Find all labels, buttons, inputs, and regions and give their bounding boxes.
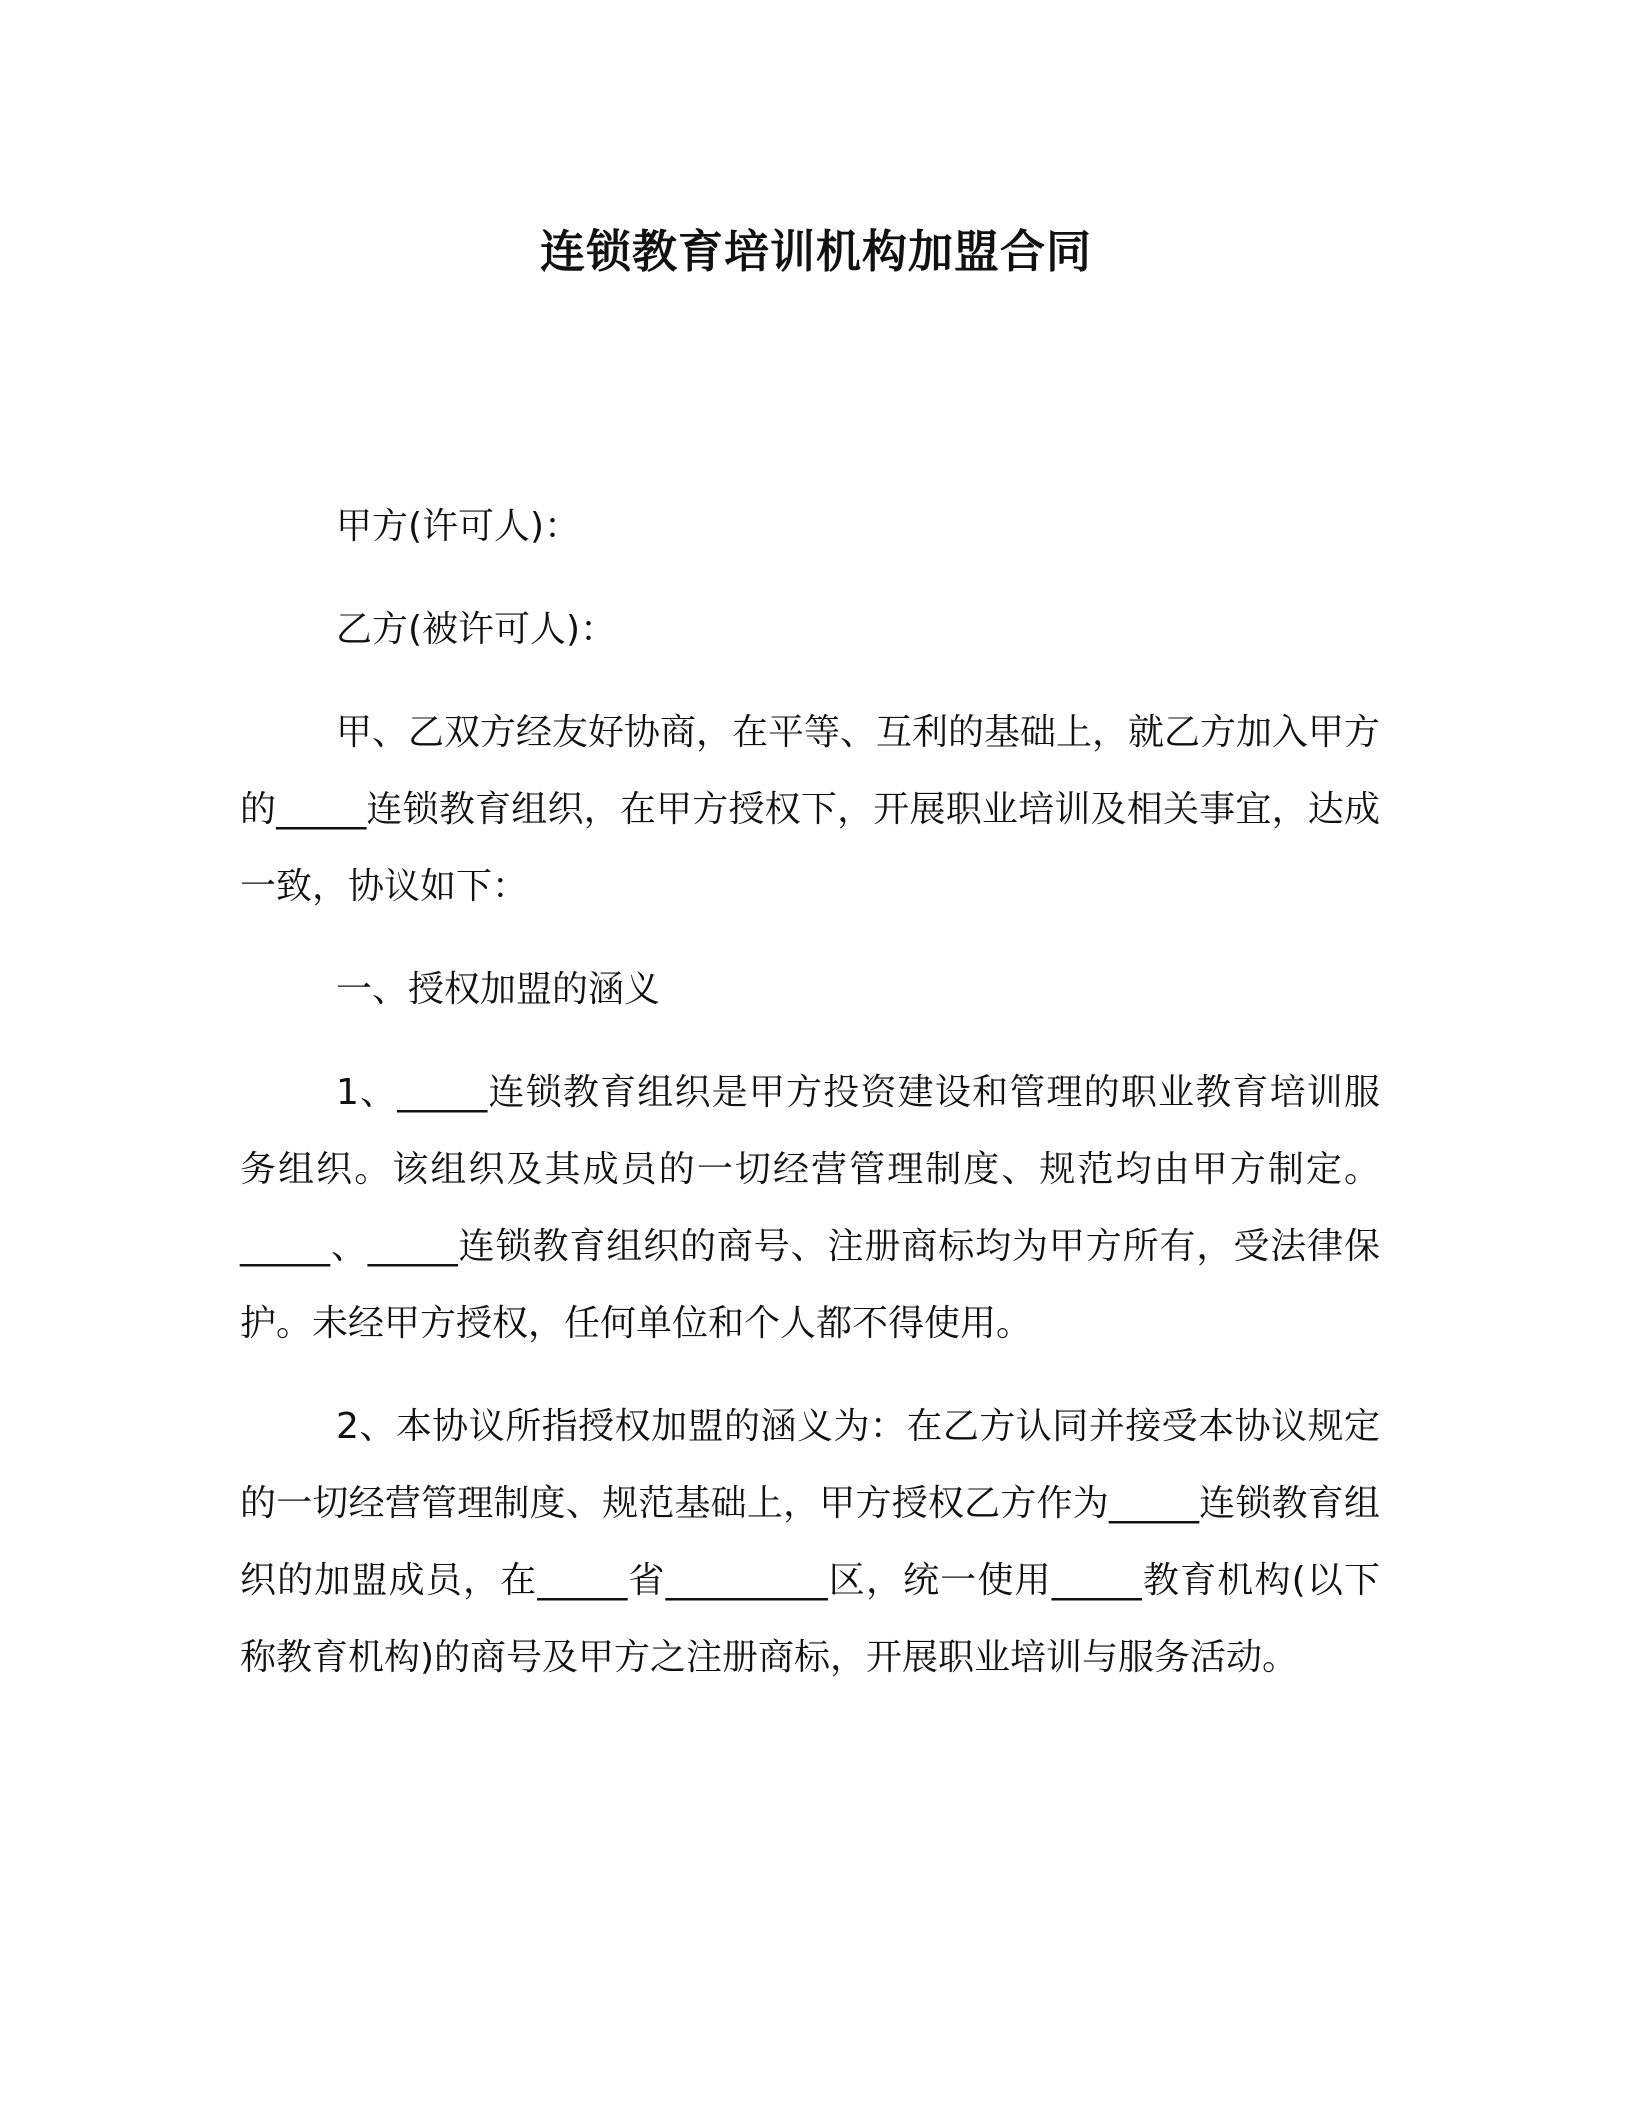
section-heading: 一、授权加盟的涵义 xyxy=(336,969,661,1010)
clause-1: 1、_____连锁教育组织是甲方投资建设和管理的职业教育培训服务组织。该组织及其成员的一切经营管理制度、规范均由甲方制定。_____、_____连锁教育组织的商号、注册商标均为甲方所有，受法律保护。未经甲方授权，任何单位和个人都不得使用。 xyxy=(240,1072,1380,1344)
document-body xyxy=(240,488,1380,1722)
intro-paragraph: 甲、乙双方经友好协商，在平等、互利的基础上，就乙方加入甲方的_____连锁教育组织，在甲方授权下，开展职业培训及相关事宜，达成一致，协议如下： xyxy=(240,712,1381,907)
document-title: 连锁教育培训机构加盟合同 xyxy=(539,225,1092,278)
party-b-line: 乙方(被许可人)： xyxy=(336,609,617,650)
party-a-line: 甲方(许可人)： xyxy=(336,506,581,547)
clause-2: 2、本协议所指授权加盟的涵义为：在乙方认同并接受本协议规定的一切经营管理制度、规范基础上，甲方授权乙方作为_____连锁教育组织的加盟成员，在_____省_________区，统一使用_____教育机构(以下称教育机构)的商号及甲方之注册商标，开展职业培训与服务活动。 xyxy=(240,1406,1380,1678)
